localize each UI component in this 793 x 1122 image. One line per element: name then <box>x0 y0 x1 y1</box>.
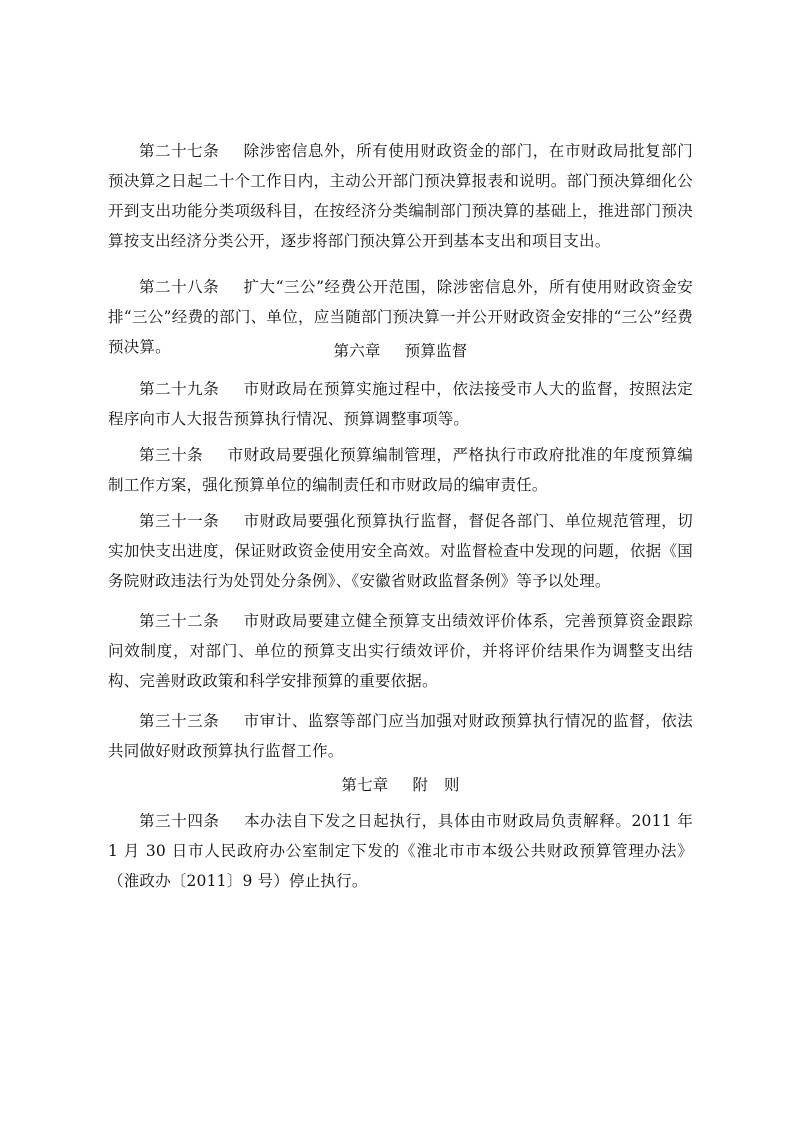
article-34 <box>108 806 693 896</box>
article-text: 市财政局要建立健全预算支出绩效评价体系，完善预算资金跟踪问效制度，对部门、单位的预算支出实行绩效评价，并将评价结果作为调整支出结构、完善财政政策和科学安排预算的重要依据。 <box>108 612 693 690</box>
article-text: 市财政局在预算实施过程中，依法接受市人大的监督，按照法定程序向市人大报告预算执行情况、预算调整事项等。 <box>108 380 693 428</box>
chapter-number: 第六章 <box>333 342 381 360</box>
chapter-6-heading <box>108 336 693 366</box>
article-number: 第三十三条 <box>139 712 220 730</box>
article-number: 第三十二条 <box>139 612 220 630</box>
article-number: 第二十九条 <box>139 380 220 398</box>
article-text: 市财政局要强化预算执行监督，督促各部门、单位规范管理，切实加快支出进度，保证财政资金使用安全高效。对监督检查中发现的问题，依据《国务院财政违法行为处罚处分条例》、《安徽省财政监督条例》等予以处理。 <box>108 512 693 590</box>
article-number: 第三十四条 <box>139 812 220 830</box>
article-number: 第三十一条 <box>139 512 220 530</box>
article-text: 除涉密信息外，所有使用财政资金的部门，在市财政局批复部门预决算之日起二十个工作日内，主动公开部门预决算报表和说明。部门预决算细化公开到支出功能分类项级科目，在按经济分类编制部门预决算的基础上，推进部门预决算按支出经济分类公开，逐步将部门预决算公开到基本支出和项目支出。 <box>108 142 693 250</box>
article-text: 市审计、监察等部门应当加强对财政预算执行情况的监督，依法共同做好财政预算执行监督工作。 <box>108 712 693 760</box>
chapter-number: 第七章 <box>341 776 389 794</box>
article-32 <box>108 606 693 696</box>
article-number: 第三十条 <box>139 446 204 464</box>
chapter-7-heading <box>108 770 693 800</box>
article-number: 第二十八条 <box>139 278 220 296</box>
article-30 <box>108 440 693 500</box>
article-text: 扩大“三公”经费公开范围，除涉密信息外，所有使用财政资金安排“三公”经费的部门、单位，应当随部门预决算一并公开财政资金安排的“三公”经费预决算。 <box>108 278 693 356</box>
chapter-title: 预算监督 <box>404 342 468 360</box>
article-text: 本办法自下发之日起执行，具体由市财政局负责解释。2011 年 1 月 30 日市人民政府办公室制定下发的《淮北市市本级公共财政预算管理办法》（淮政办〔2011〕9 号）停止执行。 <box>108 812 693 890</box>
article-text: 市财政局要强化预算编制管理，严格执行市政府批准的年度预算编制工作方案，强化预算单位的编制责任和市财政局的编审责任。 <box>108 446 693 494</box>
article-31 <box>108 506 693 596</box>
article-29 <box>108 374 693 434</box>
chapter-title: 附 则 <box>412 776 460 794</box>
article-number: 第二十七条 <box>139 142 220 160</box>
article-27 <box>108 136 693 256</box>
article-33 <box>108 706 693 766</box>
